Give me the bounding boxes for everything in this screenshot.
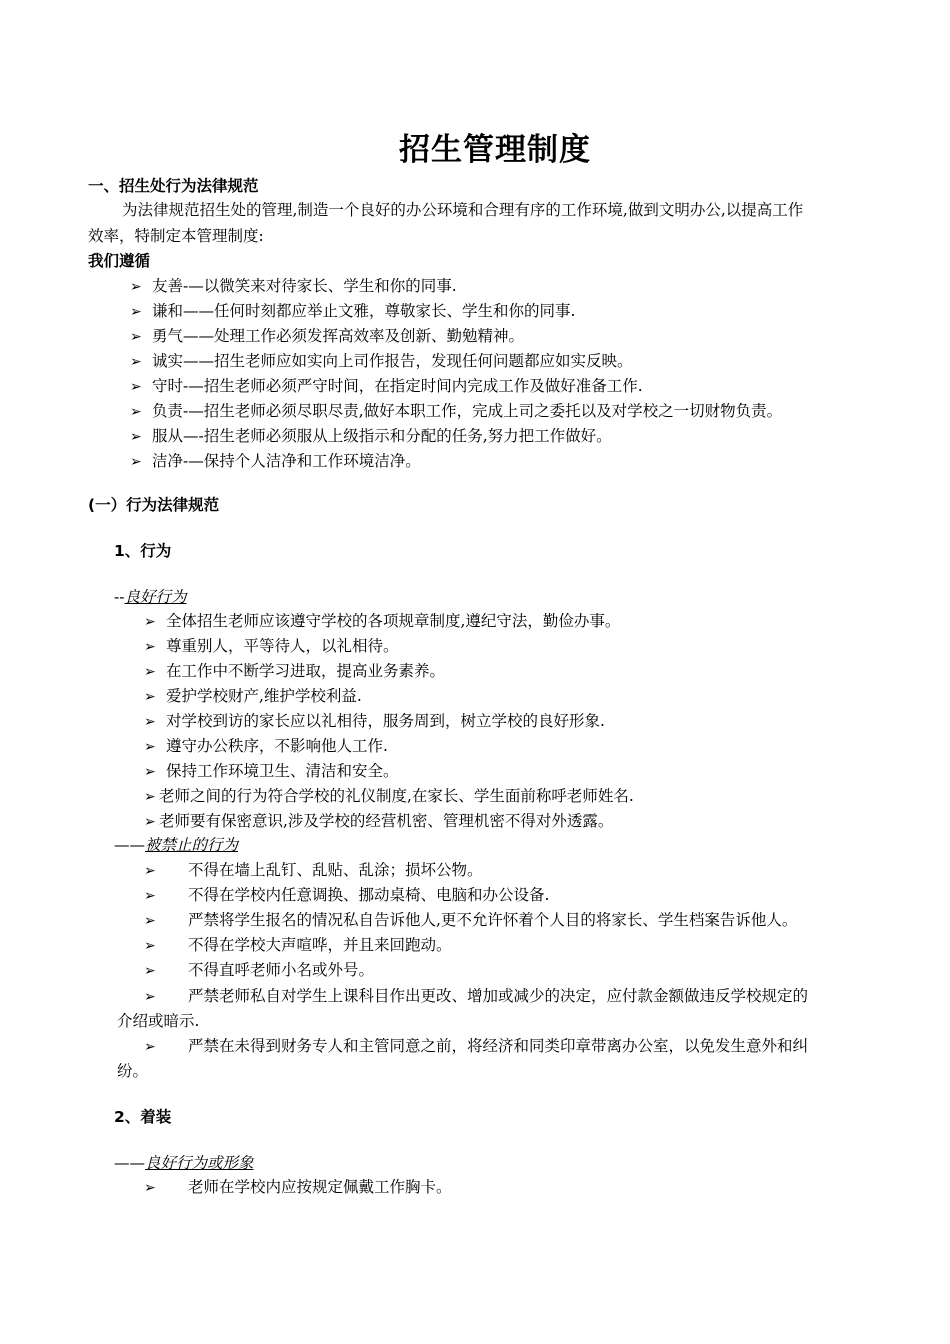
arrow-bullet-icon: ➢	[144, 989, 156, 1005]
arrow-bullet-icon: ➢	[144, 938, 156, 954]
arrow-bullet-icon: ➢	[130, 354, 142, 370]
arrow-bullet-icon: ➢	[144, 888, 156, 904]
list-item: ➢ 严禁将学生报名的情况私自告诉他人,更不允许怀着个人目的将家长、学生档案告诉他人。	[144, 911, 798, 929]
arrow-bullet-icon: ➢	[144, 1039, 156, 1055]
list-item: ➢ 不得在学校大声喧哗，并且来回跑动。	[144, 936, 452, 954]
intro-line-1: 为法律规范招生处的管理,制造一个良好的办公环境和合理有序的工作环境,做到文明办公,以提高工作	[122, 201, 804, 219]
section1-heading: 一、招生处行为法律规范	[88, 177, 259, 195]
document-title: 招生管理制度	[399, 132, 591, 168]
arrow-bullet-icon: ➢	[144, 913, 156, 929]
list-item-continuation: 纷。	[117, 1062, 149, 1080]
list-item: ➢ 诚实——招生老师应如实向上司作报告，发现任何问题都应如实反映。	[130, 352, 633, 370]
arrow-bullet-icon: ➢	[130, 404, 142, 420]
good-image-label: ——良好行为或形象	[114, 1154, 254, 1172]
arrow-bullet-icon: ➢	[130, 429, 142, 445]
arrow-bullet-icon: ➢	[130, 279, 142, 295]
intro-line-2: 效率，特制定本管理制度:	[88, 227, 264, 245]
list-item: ➢ 全体招生老师应该遵守学校的各项规章制度,遵纪守法，勤俭办事。	[144, 612, 621, 630]
list-item: ➢ 在工作中不断学习进取，提高业务素养。	[144, 662, 446, 680]
list-item: ➢ 不得在墙上乱钉、乱贴、乱涂；损坏公物。	[144, 861, 483, 879]
arrow-bullet-icon: ➢	[144, 814, 156, 830]
banned-behavior-label: ——被禁止的行为	[114, 836, 239, 854]
arrow-bullet-icon: ➢	[144, 789, 156, 805]
list-item: ➢ 老师在学校内应按规定佩戴工作胸卡。	[144, 1178, 452, 1196]
arrow-bullet-icon: ➢	[144, 714, 156, 730]
we-follow-heading: 我们遵循	[88, 252, 151, 270]
list-item: ➢ 严禁在未得到财务专人和主管同意之前，将经济和同类印章带离办公室，以免发生意外和纠	[144, 1037, 809, 1055]
arrow-bullet-icon: ➢	[130, 329, 142, 345]
list-item: ➢ 遵守办公秩序，不影响他人工作.	[144, 737, 388, 755]
list-item: ➢ 勇气——处理工作必须发挥高效率及创新、勤勉精神。	[130, 327, 525, 345]
arrow-bullet-icon: ➢	[130, 454, 142, 470]
list-item: ➢ 谦和——任何时刻都应举止文雅，尊敬家长、学生和你的同事.	[130, 302, 576, 320]
arrow-bullet-icon: ➢	[144, 863, 156, 879]
arrow-bullet-icon: ➢	[130, 379, 142, 395]
list-item: ➢ 负责-—招生老师必须尽职尽责,做好本职工作，完成上司之委托以及对学校之一切财物负责。	[130, 402, 783, 420]
arrow-bullet-icon: ➢	[130, 304, 142, 320]
arrow-bullet-icon: ➢	[144, 639, 156, 655]
list-item: ➢ 保持工作环境卫生、清洁和安全。	[144, 762, 399, 780]
list-item: ➢ 服从—-招生老师必须服从上级指示和分配的任务,努力把工作做好。	[130, 427, 612, 445]
list-item: ➢ 不得在学校内任意调换、挪动桌椅、电脑和办公设备.	[144, 886, 550, 904]
arrow-bullet-icon: ➢	[144, 1180, 156, 1196]
list-item: ➢ 不得直呼老师小名或外号。	[144, 961, 375, 979]
list-item: ➢ 洁净-—保持个人洁净和工作环境洁净。	[130, 452, 421, 470]
list-item: ➢ 尊重别人，平等待人，以礼相待。	[144, 637, 399, 655]
arrow-bullet-icon: ➢	[144, 664, 156, 680]
list-item: ➢ 对学校到访的家长应以礼相待，服务周到，树立学校的良好形象.	[144, 712, 605, 730]
subsection-dress-heading: 2、着装	[114, 1108, 172, 1126]
arrow-bullet-icon: ➢	[144, 614, 156, 630]
subsection-behavior-heading: 1、行为	[114, 542, 172, 560]
list-item: ➢ 老师之间的行为符合学校的礼仪制度,在家长、学生面前称呼老师姓名.	[144, 787, 634, 805]
arrow-bullet-icon: ➢	[144, 963, 156, 979]
arrow-bullet-icon: ➢	[144, 764, 156, 780]
arrow-bullet-icon: ➢	[144, 739, 156, 755]
list-item: ➢ 友善-—以微笑来对待家长、学生和你的同事.	[130, 277, 457, 295]
arrow-bullet-icon: ➢	[144, 689, 156, 705]
list-item: ➢ 老师要有保密意识,涉及学校的经营机密、管理机密不得对外透露。	[144, 812, 614, 830]
list-item: ➢ 守时-—招生老师必须严守时间，在指定时间内完成工作及做好准备工作.	[130, 377, 643, 395]
section-a-heading: (一）行为法律规范	[88, 496, 220, 514]
list-item-continuation: 介绍或暗示.	[117, 1012, 200, 1030]
list-item: ➢ 爱护学校财产,维护学校利益.	[144, 687, 362, 705]
list-item: ➢ 严禁老师私自对学生上课科目作出更改、增加或减少的决定，应付款金额做违反学校规定的	[144, 987, 809, 1005]
good-behavior-label: --良好行为	[114, 588, 187, 606]
